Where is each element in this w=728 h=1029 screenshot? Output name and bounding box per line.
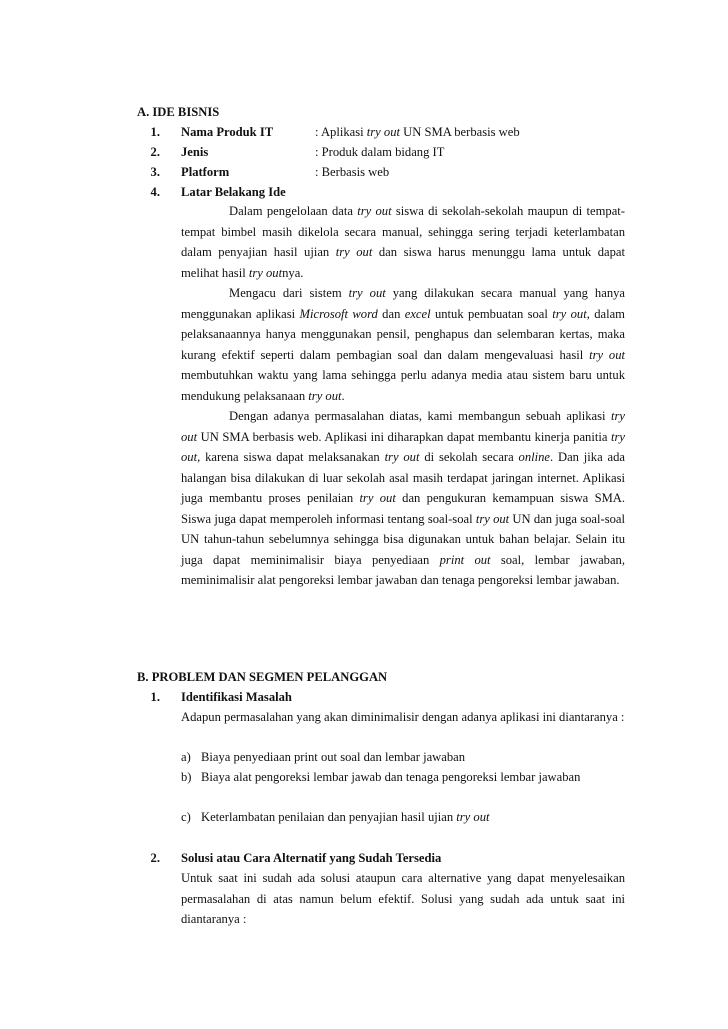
section-b-heading: B. PROBLEM DAN SEGMEN PELANGGAN xyxy=(137,670,388,684)
product-name-value: : Aplikasi try out UN SMA berbasis web xyxy=(315,125,520,139)
item-number: 2. xyxy=(150,851,160,865)
list-item-text: Keterlambatan penilaian dan penyajian hasil ujian try out xyxy=(201,810,490,824)
item-number: 3. xyxy=(150,165,160,179)
background-idea-label: Latar Belakang Ide xyxy=(181,185,286,199)
italic-term: try out xyxy=(308,388,342,403)
italic-term: print out xyxy=(439,552,491,567)
platform-value: : Berbasis web xyxy=(315,165,390,179)
background-paragraph: Mengacu dari sistem try out yang dilakukan secara manual yang hanya menggunakan aplikasi Microsoft word dan excel untuk pembuatan soal try out, dalam pelaksanaannya hanya menggunakan pensil, penghapus dan selembaran kertas, maka kurang efektif seperti dalam pembagian soal dan dalam mengevaluasi hasil try out membutuhkan waktu yang lama sehingga perlu adanya media atau sistem baru untuk mendukung pelaksanaan try out. xyxy=(181,286,626,403)
list-item-text: Biaya alat pengoreksi lembar jawab dan tenaga pengoreksi lembar jawaban xyxy=(201,770,581,784)
italic-term: excel xyxy=(404,306,431,321)
platform-label: Platform xyxy=(181,165,230,179)
list-item xyxy=(181,767,625,807)
background-text xyxy=(181,201,625,591)
type-label: Jenis xyxy=(181,145,209,159)
italic-term: try out xyxy=(348,286,386,300)
list-item-label: a) xyxy=(181,750,191,764)
italic-term: try out xyxy=(359,491,396,505)
type-value: : Produk dalam bidang IT xyxy=(315,145,445,159)
list-item-text: Biaya penyediaan print out soal dan lembar jawaban xyxy=(201,750,466,764)
italic-term: try out xyxy=(248,265,283,280)
product-name-label: Nama Produk IT xyxy=(181,125,274,139)
italic-term: online xyxy=(518,450,551,464)
alternative-solutions-title: Solusi atau Cara Alternatif yang Sudah Tersedia xyxy=(181,851,442,865)
item-number: 4. xyxy=(150,185,160,199)
list-item-label: c) xyxy=(181,810,191,824)
section-a-heading: A. IDE BISNIS xyxy=(137,105,220,119)
list-item xyxy=(181,807,625,827)
item-number: 1. xyxy=(150,690,160,704)
italic-term: try out xyxy=(357,204,392,218)
italic-term: try out xyxy=(552,306,587,321)
background-paragraph: Dengan adanya permasalahan diatas, kami membangun sebuah aplikasi try out UN SMA berbasis web. Aplikasi ini diharapkan dapat membantu kinerja panitia try out, karena siswa dapat melaksanakan try out di sekolah secara online. Dan jika ada halangan bisa dilakukan di luar sekolah asal masih terdapat jaringan internet. Aplikasi juga membantu proses penilaian try out dan pengukuran kemampuan siswa SMA. Siswa juga dapat memperoleh informasi tentang soal-soal try out UN dan juga soal-soal UN tahun-tahun sebelumnya sehingga bisa digunakan untuk bahan belajar. Selain itu juga dapat meminimalisir biaya penyediaan print out soal, lembar jawaban, meminimalisir alat pengoreksi lembar jawaban dan tenaga pengoreksi lembar jawaban. xyxy=(181,409,626,587)
list-item-label: b) xyxy=(181,770,192,784)
italic-term: try out xyxy=(475,511,510,526)
italic-term: try out xyxy=(181,409,625,444)
alternative-solutions-text: Untuk saat ini sudah ada solusi ataupun cara alternative yang dapat menyelesaikan permasalahan di atas namun belum efektif. Solusi yang sudah ada untuk saat ini diantaranya : xyxy=(181,871,625,926)
italic-term: try out xyxy=(384,450,420,464)
italic-term: try out xyxy=(335,245,373,259)
italic-term: Microsoft word xyxy=(299,306,378,321)
item-number: 2. xyxy=(150,145,160,159)
problem-identification-title: Identifikasi Masalah xyxy=(181,690,292,704)
item-number: 1. xyxy=(150,125,160,139)
italic-term: try out, xyxy=(181,429,625,464)
problem-intro: Adapun permasalahan yang akan diminimalisir dengan adanya aplikasi ini diantaranya : xyxy=(181,710,625,724)
background-paragraph: Dalam pengelolaan data try out siswa di sekolah-sekolah maupun di tempat-tempat bimbel masih dikelola secara manual, sehingga sering terjadi keterlambatan dalam penyajian hasil ujian try out dan siswa harus menunggu lama untuk dapat melihat hasil try outnya. xyxy=(181,204,625,280)
italic-term: try out xyxy=(589,347,625,362)
list-item xyxy=(181,747,625,767)
